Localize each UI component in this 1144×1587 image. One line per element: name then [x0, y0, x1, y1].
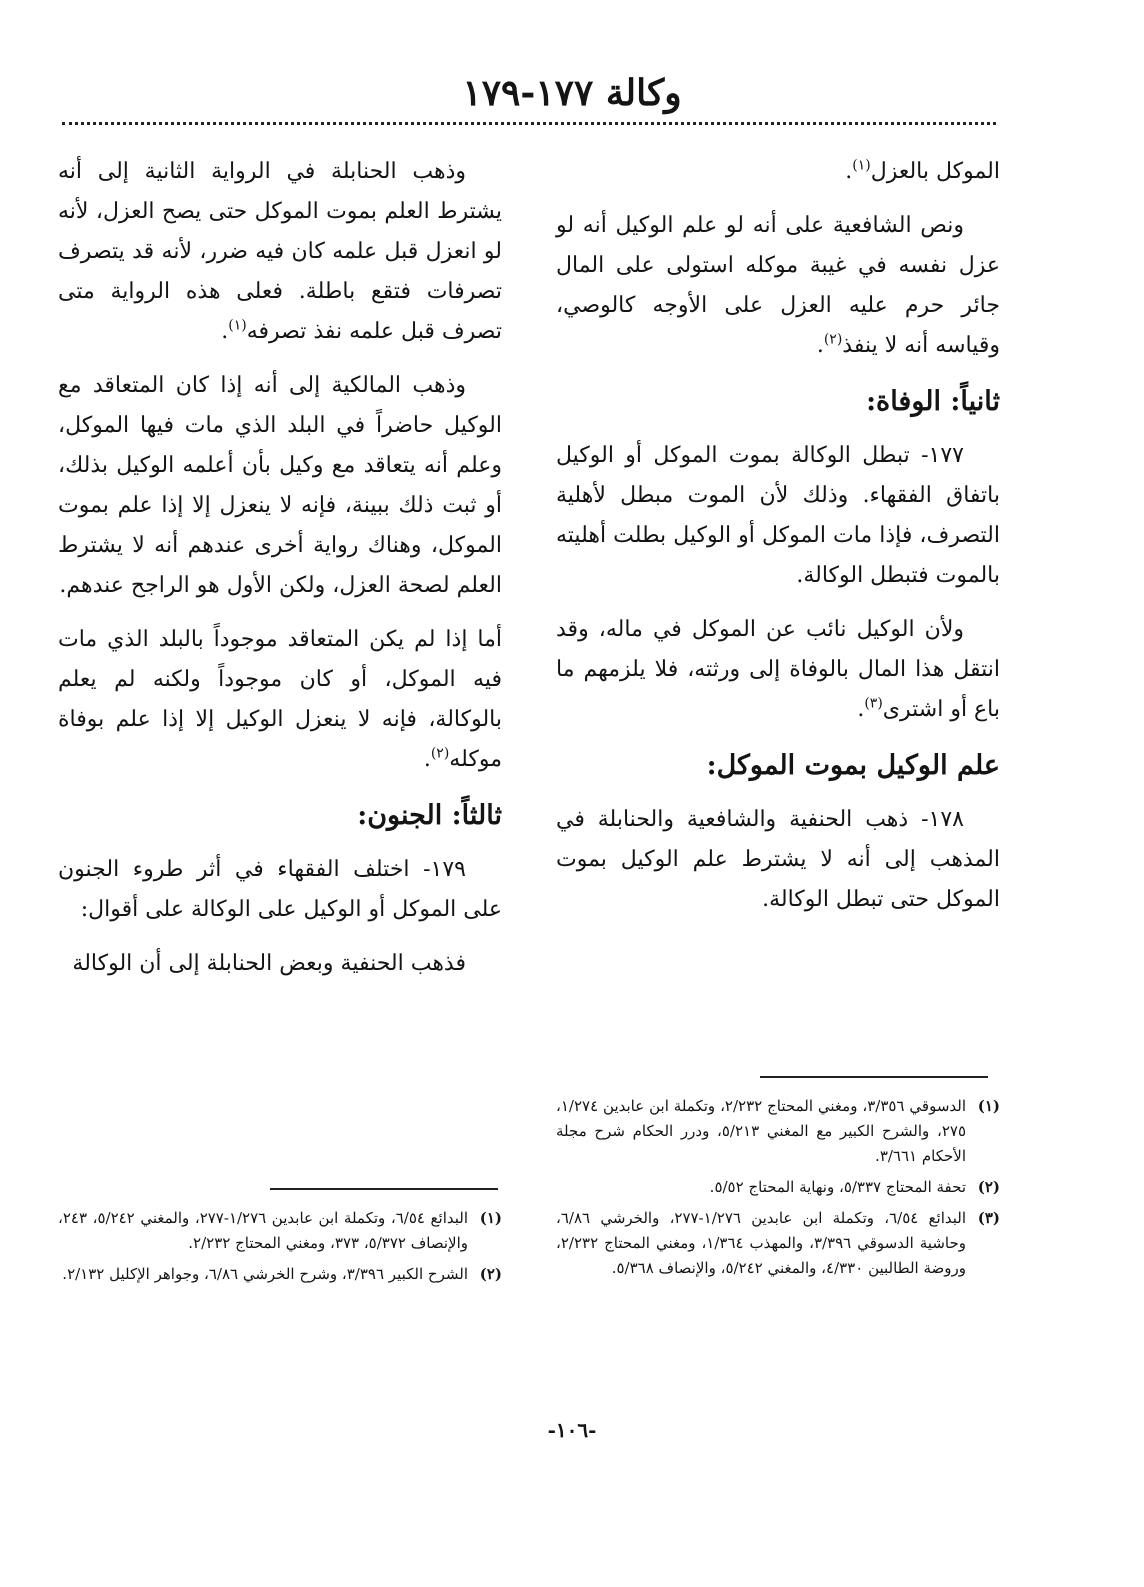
page-number: -١٠٦-: [547, 1418, 597, 1442]
footnote-text: الدسوقي ٣/٣٥٦، ومغني المحتاج ٢/٢٣٢، وتكملة ابن عابدين ١/٢٧٤، ٢٧٥، والشرح الكبير مع المغني ٥/٢١٣، ودرر الحكام شرح مجلة الأحكام ٣/٦٦١.: [556, 1097, 967, 1165]
footnote: [58, 1206, 502, 1256]
paragraph: الموكل بالعزل$^{(١)}$.: [845, 157, 1000, 184]
left-column: [58, 152, 502, 998]
paragraph-text: وذهب الحنابلة في الرواية الثانية إلى أنه يشترط العلم بموت الموكل حتى يصح العزل، لأنه لو انعزل قبل علمه كان فيه ضرر، لأنه قد يتصرف تصرفات فتقع باطلة. فعلى هذه الرواية متى تصرف قبل علمه نفذ تصرفه: [58, 159, 502, 344]
paragraph-text: الموكل بالعزل: [870, 159, 1000, 184]
paragraph: ونص الشافعية على أنه لو علم الوكيل أنه لو عزل نفسه في غيبة موكله استولى على المال جائر حرم عليه العزل على الأوجه كالوصي، وقياسه أنه لا ينفذ$^{(٢)}$.: [556, 213, 1000, 358]
paragraph-text: ولأن الوكيل نائب عن الموكل في ماله، وقد انتقل هذا المال بالوفاة إلى ورثته، فلا يلزمهم ما باع أو اشترى: [556, 617, 1000, 722]
footnote-separator: [760, 1076, 988, 1078]
footnote: [556, 1175, 1000, 1200]
footnote: [58, 1262, 502, 1287]
paragraph: ولأن الوكيل نائب عن الموكل في ماله، وقد انتقل هذا المال بالوفاة إلى ورثته، فلا يلزمهم ما باع أو اشترى$^{(٣)}$.: [556, 617, 1000, 722]
footnote-ref: (٢): [823, 331, 843, 348]
footnote-number: (٢): [479, 1265, 502, 1283]
footnote-number: (١): [479, 1209, 502, 1227]
footnote: [556, 1206, 1000, 1281]
header-dotted-rule: [62, 122, 996, 125]
paragraph: ١٧٨- ذهب الحنفية والشافعية والحنابلة في المذهب إلى أنه لا يشترط علم الوكيل بموت الموكل حتى تبطل الوكالة.: [556, 807, 1000, 912]
footnote-ref: (١): [852, 157, 871, 174]
page-header-title: وكالة ١٧٧-١٧٩: [462, 72, 682, 114]
footnote-text: البدائع ٦/٥٤، وتكملة ابن عابدين ١/٢٧٦-٢٧٧، والخرشي ٦/٨٦، وحاشية الدسوقي ٣/٣٩٦، والمهذب ١/٣٦٤، ومغني المحتاج ٢/٢٣٢، وروضة الطالبين ٤/٣٣٠، والمغني ٥/٢٤٢، والإنصاف ٥/٣٦٨.: [556, 1209, 967, 1277]
footnote-number: (٢): [977, 1178, 1000, 1196]
footnote-text: البدائع ٦/٥٤، وتكملة ابن عابدين ١/٢٧٦-٢٧٧، والمغني ٥/٢٤٢، ٢٤٣، والإنصاف ٥/٣٧٢، ٣٧٣، ومغني المحتاج ٢/٢٣٢.: [58, 1209, 469, 1252]
paragraph: وذهب الحنابلة في الرواية الثانية إلى أنه يشترط العلم بموت الموكل حتى يصح العزل، لأنه لو انعزل قبل علمه كان فيه ضرر، لأنه قد يتصرف تصرفات فتقع باطلة. فعلى هذه الرواية متى تصرف قبل علمه نفذ تصرفه$^{(١)}$.: [58, 159, 502, 344]
section-heading: ثالثاً: الجنون:: [357, 800, 502, 831]
footnote-ref: (١): [228, 317, 247, 334]
section-heading: علم الوكيل بموت الموكل:: [706, 750, 1000, 781]
paragraph: ١٧٩- اختلف الفقهاء في أثر طروء الجنون على الموكل أو الوكيل على الوكالة على أقوال:: [58, 857, 502, 922]
left-footnotes: [58, 1206, 502, 1293]
footnote-number: (٣): [977, 1209, 1000, 1227]
footnote-text: الشرح الكبير ٣/٣٩٦، وشرح الخرشي ٦/٨٦، وجواهر الإكليل ٢/١٣٢.: [62, 1265, 468, 1283]
paragraph: ١٧٧- تبطل الوكالة بموت الموكل أو الوكيل باتفاق الفقهاء. وذلك لأن الموت مبطل لأهلية التصرف، فإذا مات الموكل أو الوكيل بطلت أهليته بالموت فتبطل الوكالة.: [556, 443, 1000, 588]
paragraph-text: ونص الشافعية على أنه لو علم الوكيل أنه لو عزل نفسه في غيبة موكله استولى على المال جائر حرم عليه العزل على الأوجه كالوصي، وقياسه أنه لا ينفذ: [556, 213, 1000, 358]
paragraph: فذهب الحنفية وبعض الحنابلة إلى أن الوكالة: [72, 951, 466, 976]
footnote-ref: (٣): [864, 695, 883, 712]
right-column: [556, 152, 1000, 934]
footnote-separator: [270, 1188, 498, 1190]
paragraph: وذهب المالكية إلى أنه إذا كان المتعاقد مع الوكيل حاضراً في البلد الذي مات فيها الموكل، وعلم أنه يتعاقد مع وكيل بأن أعلمه الوكيل بذلك، أو ثبت ذلك ببينة، فإنه لا ينعزل إلا إذا علم بموت الموكل، وهناك رواية أخرى عندهم أنه لا يشترط العلم لصحة العزل، ولكن الأول هو الراجح عندهم.: [58, 373, 502, 598]
footnote-ref: (٢): [430, 745, 450, 762]
paragraph: أما إذا لم يكن المتعاقد موجوداً بالبلد الذي مات فيه الموكل، أو كان موجوداً ولكنه لم يعلم بالوكالة، فإنه لا ينعزل الوكيل إلا إذا علم بوفاة موكله$^{(٢)}$.: [58, 627, 502, 772]
right-footnotes: [556, 1094, 1000, 1287]
section-heading: ثانياً: الوفاة:: [866, 386, 1000, 417]
footnote-number: (١): [977, 1097, 1000, 1115]
footnote-text: تحفة المحتاج ٥/٣٣٧، ونهاية المحتاج ٥/٥٢.: [709, 1178, 966, 1196]
footnote: [556, 1094, 1000, 1169]
paragraph-text: أما إذا لم يكن المتعاقد موجوداً بالبلد الذي مات فيه الموكل، أو كان موجوداً ولكنه لم يعلم بالوكالة، فإنه لا ينعزل الوكيل إلا إذا علم بوفاة موكله: [58, 627, 502, 772]
